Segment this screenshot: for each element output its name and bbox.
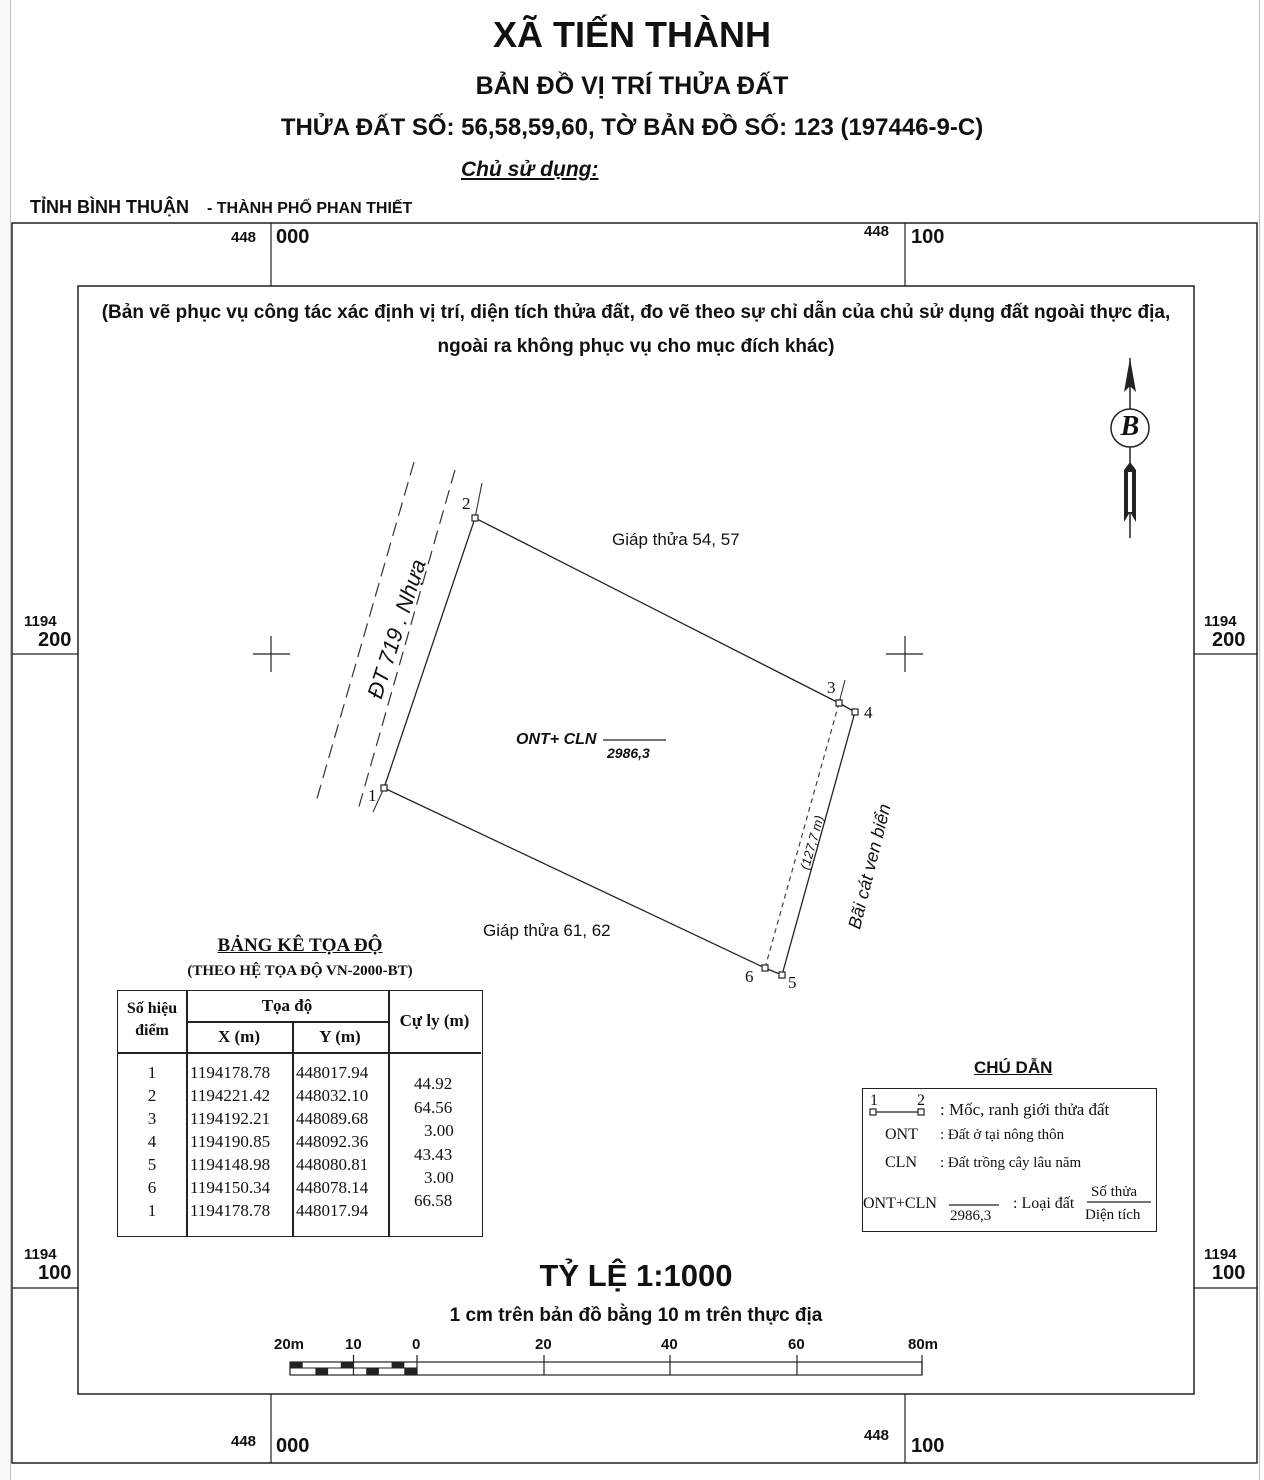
dimension-line bbox=[765, 703, 839, 968]
grid-cross-right bbox=[886, 636, 923, 672]
scale-tick-label: 0 bbox=[412, 1336, 421, 1353]
parcel-line: THỬA ĐẤT SỐ: 56,58,59,60, TỜ BẢN ĐỒ SỐ: 123 (197446-9-C) bbox=[280, 114, 984, 141]
row-distance: 64.56 bbox=[414, 1098, 453, 1117]
legend-combo-area: 2986,3 bbox=[950, 1208, 992, 1224]
row-x: 1194178.78 bbox=[190, 1063, 271, 1082]
disclaimer-line-1: (Bản vẽ phục vụ công tác xác định vị trí, diện tích thửa đất, đo vẽ theo sự chỉ dẫn của chủ sử dụng đất ngoài thực địa, bbox=[101, 302, 1171, 323]
row-x: 1194178.78 bbox=[190, 1201, 271, 1220]
scale-tick-label: 20m bbox=[274, 1336, 305, 1353]
scale-tick-label: 60 bbox=[788, 1336, 805, 1353]
legend-box bbox=[862, 1088, 1157, 1232]
disclaimer-line-2: ngoài ra không phục vụ cho mục đích khác) bbox=[437, 336, 835, 357]
vertex-marker-5 bbox=[779, 972, 785, 978]
header-point-1: Số hiệu bbox=[126, 1000, 178, 1017]
vertex-label-1: 1 bbox=[368, 786, 377, 805]
row-y: 448092.36 bbox=[296, 1132, 369, 1151]
legend-fraction-bottom: Diện tích bbox=[1085, 1207, 1141, 1223]
grid-label-top-left-major: 448 bbox=[231, 229, 257, 246]
commune-title: XÃ TIẾN THÀNH bbox=[493, 14, 771, 55]
vertex-marker-2 bbox=[472, 515, 478, 521]
grid-label-left-mid-major: 1194 bbox=[24, 613, 57, 630]
row-y: 448032.10 bbox=[296, 1086, 369, 1105]
vertex-label-4: 4 bbox=[864, 703, 873, 722]
vertex-label-2: 2 bbox=[462, 494, 471, 513]
legend-title: CHÚ DẪN bbox=[974, 1058, 1053, 1077]
table-divider bbox=[186, 1021, 388, 1023]
city-label: - THÀNH PHỐ PHAN THIẾT bbox=[207, 200, 413, 217]
grid-label-right-low-minor: 100 bbox=[1212, 1262, 1246, 1284]
row-distance: 44.92 bbox=[414, 1074, 453, 1093]
vertex-label-5: 5 bbox=[788, 973, 797, 992]
tick-2 bbox=[475, 483, 482, 518]
table-divider bbox=[118, 1052, 481, 1054]
grid-label-top-right-minor: 100 bbox=[911, 226, 945, 248]
vertex-label-6: 6 bbox=[745, 967, 754, 986]
row-y: 448017.94 bbox=[296, 1063, 369, 1082]
vertex-marker-1 bbox=[381, 785, 387, 791]
grid-label-right-mid-minor: 200 bbox=[1212, 629, 1246, 651]
legend-cln-desc: : Đất trồng cây lâu năm bbox=[940, 1155, 1082, 1171]
row-point: 1 bbox=[147, 1063, 157, 1082]
row-point: 5 bbox=[147, 1155, 157, 1174]
table-divider bbox=[292, 1022, 294, 1236]
legend-point-a: 1 bbox=[870, 1092, 878, 1109]
header-coord: Tọa độ bbox=[261, 996, 313, 1015]
legend-ont-desc: : Đất ở tại nông thôn bbox=[940, 1127, 1065, 1143]
row-distance: 3.00 bbox=[424, 1121, 454, 1140]
east-border-label: Bãi cát ven biển bbox=[844, 801, 895, 931]
legend-point-b: 2 bbox=[917, 1092, 925, 1109]
row-point: 1 bbox=[147, 1201, 157, 1220]
scale-note: 1 cm trên bản đồ bằng 10 m trên thực địa bbox=[449, 1305, 823, 1326]
legend-marker-desc: : Mốc, ranh giới thửa đất bbox=[940, 1100, 1110, 1119]
owner-label: Chủ sử dụng: bbox=[461, 158, 599, 181]
grid-label-right-low-major: 1194 bbox=[1204, 1246, 1237, 1263]
grid-label-left-low-minor: 100 bbox=[38, 1262, 72, 1284]
grid-label-left-low-major: 1194 bbox=[24, 1246, 57, 1263]
scale-tick-label: 80m bbox=[908, 1336, 939, 1353]
dimension-label: (127,7 m) bbox=[797, 813, 827, 872]
map-subtitle: BẢN ĐỒ VỊ TRÍ THỬA ĐẤT bbox=[475, 72, 789, 100]
scale-bar bbox=[290, 1355, 922, 1375]
legend-combo-desc: : Loại đất bbox=[1013, 1195, 1075, 1212]
row-y: 448017.94 bbox=[296, 1201, 369, 1220]
row-point: 2 bbox=[147, 1086, 157, 1105]
row-point: 6 bbox=[147, 1178, 157, 1197]
row-x: 1194148.98 bbox=[190, 1155, 271, 1174]
row-x: 1194221.42 bbox=[190, 1086, 271, 1105]
grid-label-top-right-major: 448 bbox=[864, 223, 890, 240]
coord-table bbox=[117, 990, 483, 1237]
row-distance: 3.00 bbox=[424, 1168, 454, 1187]
row-x: 1194190.85 bbox=[190, 1132, 271, 1151]
row-distance: 66.58 bbox=[414, 1191, 453, 1210]
header-x: X (m) bbox=[217, 1027, 260, 1046]
header-y: Y (m) bbox=[319, 1027, 361, 1046]
row-y: 448078.14 bbox=[296, 1178, 369, 1197]
grid-label-right-mid-major: 1194 bbox=[1204, 613, 1237, 630]
grid-label-bottom-right-minor: 100 bbox=[911, 1435, 945, 1457]
coord-table-title: BẢNG KÊ TỌA ĐỘ bbox=[217, 935, 383, 956]
grid-label-top-left-minor: 000 bbox=[276, 226, 310, 248]
header-distance: Cự ly (m) bbox=[399, 1011, 470, 1030]
province-label: TỈNH BÌNH THUẬN bbox=[30, 197, 189, 217]
row-x: 1194192.21 bbox=[190, 1109, 271, 1128]
south-border-label: Giáp thửa 61, 62 bbox=[483, 921, 611, 940]
row-x: 1194150.34 bbox=[190, 1178, 271, 1197]
row-distance: 43.43 bbox=[414, 1145, 453, 1164]
land-type-label: ONT+ CLN bbox=[516, 731, 597, 748]
area-label: 2986,3 bbox=[607, 745, 650, 761]
legend-ont-code: ONT bbox=[885, 1126, 918, 1143]
vertex-marker-6 bbox=[762, 965, 768, 971]
scale-tick-label: 20 bbox=[535, 1336, 552, 1353]
grid-cross-left bbox=[253, 636, 290, 672]
grid-label-bottom-left-major: 448 bbox=[231, 1433, 257, 1450]
row-y: 448080.81 bbox=[296, 1155, 369, 1174]
header-point-2: điểm bbox=[135, 1022, 169, 1039]
scale-tick-label: 10 bbox=[345, 1336, 362, 1353]
legend-cln-code: CLN bbox=[885, 1154, 917, 1171]
grid-label-bottom-right-major: 448 bbox=[864, 1427, 890, 1444]
grid-label-bottom-left-minor: 000 bbox=[276, 1435, 310, 1457]
row-y: 448089.68 bbox=[296, 1109, 369, 1128]
scale-title: TỶ LỆ 1:1000 bbox=[539, 1258, 733, 1293]
row-point: 4 bbox=[147, 1132, 157, 1151]
legend-combo-code: ONT+CLN bbox=[863, 1195, 937, 1212]
vertex-label-3: 3 bbox=[827, 678, 836, 697]
grid-label-left-mid-minor: 200 bbox=[38, 629, 72, 651]
road-label: ĐT 719 . Nhựa bbox=[362, 556, 431, 702]
compass-letter: B bbox=[1120, 411, 1140, 442]
coord-table-subtitle: (THEO HỆ TỌA ĐỘ VN-2000-BT) bbox=[187, 963, 413, 979]
row-point: 3 bbox=[147, 1109, 157, 1128]
scale-tick-label: 40 bbox=[661, 1336, 678, 1353]
vertex-marker-4 bbox=[852, 709, 858, 715]
north-arrow-icon bbox=[1111, 358, 1149, 538]
legend-fraction-top: Số thửa bbox=[1091, 1184, 1138, 1200]
vertex-marker-3 bbox=[836, 700, 842, 706]
north-border-label: Giáp thửa 54, 57 bbox=[612, 530, 740, 549]
